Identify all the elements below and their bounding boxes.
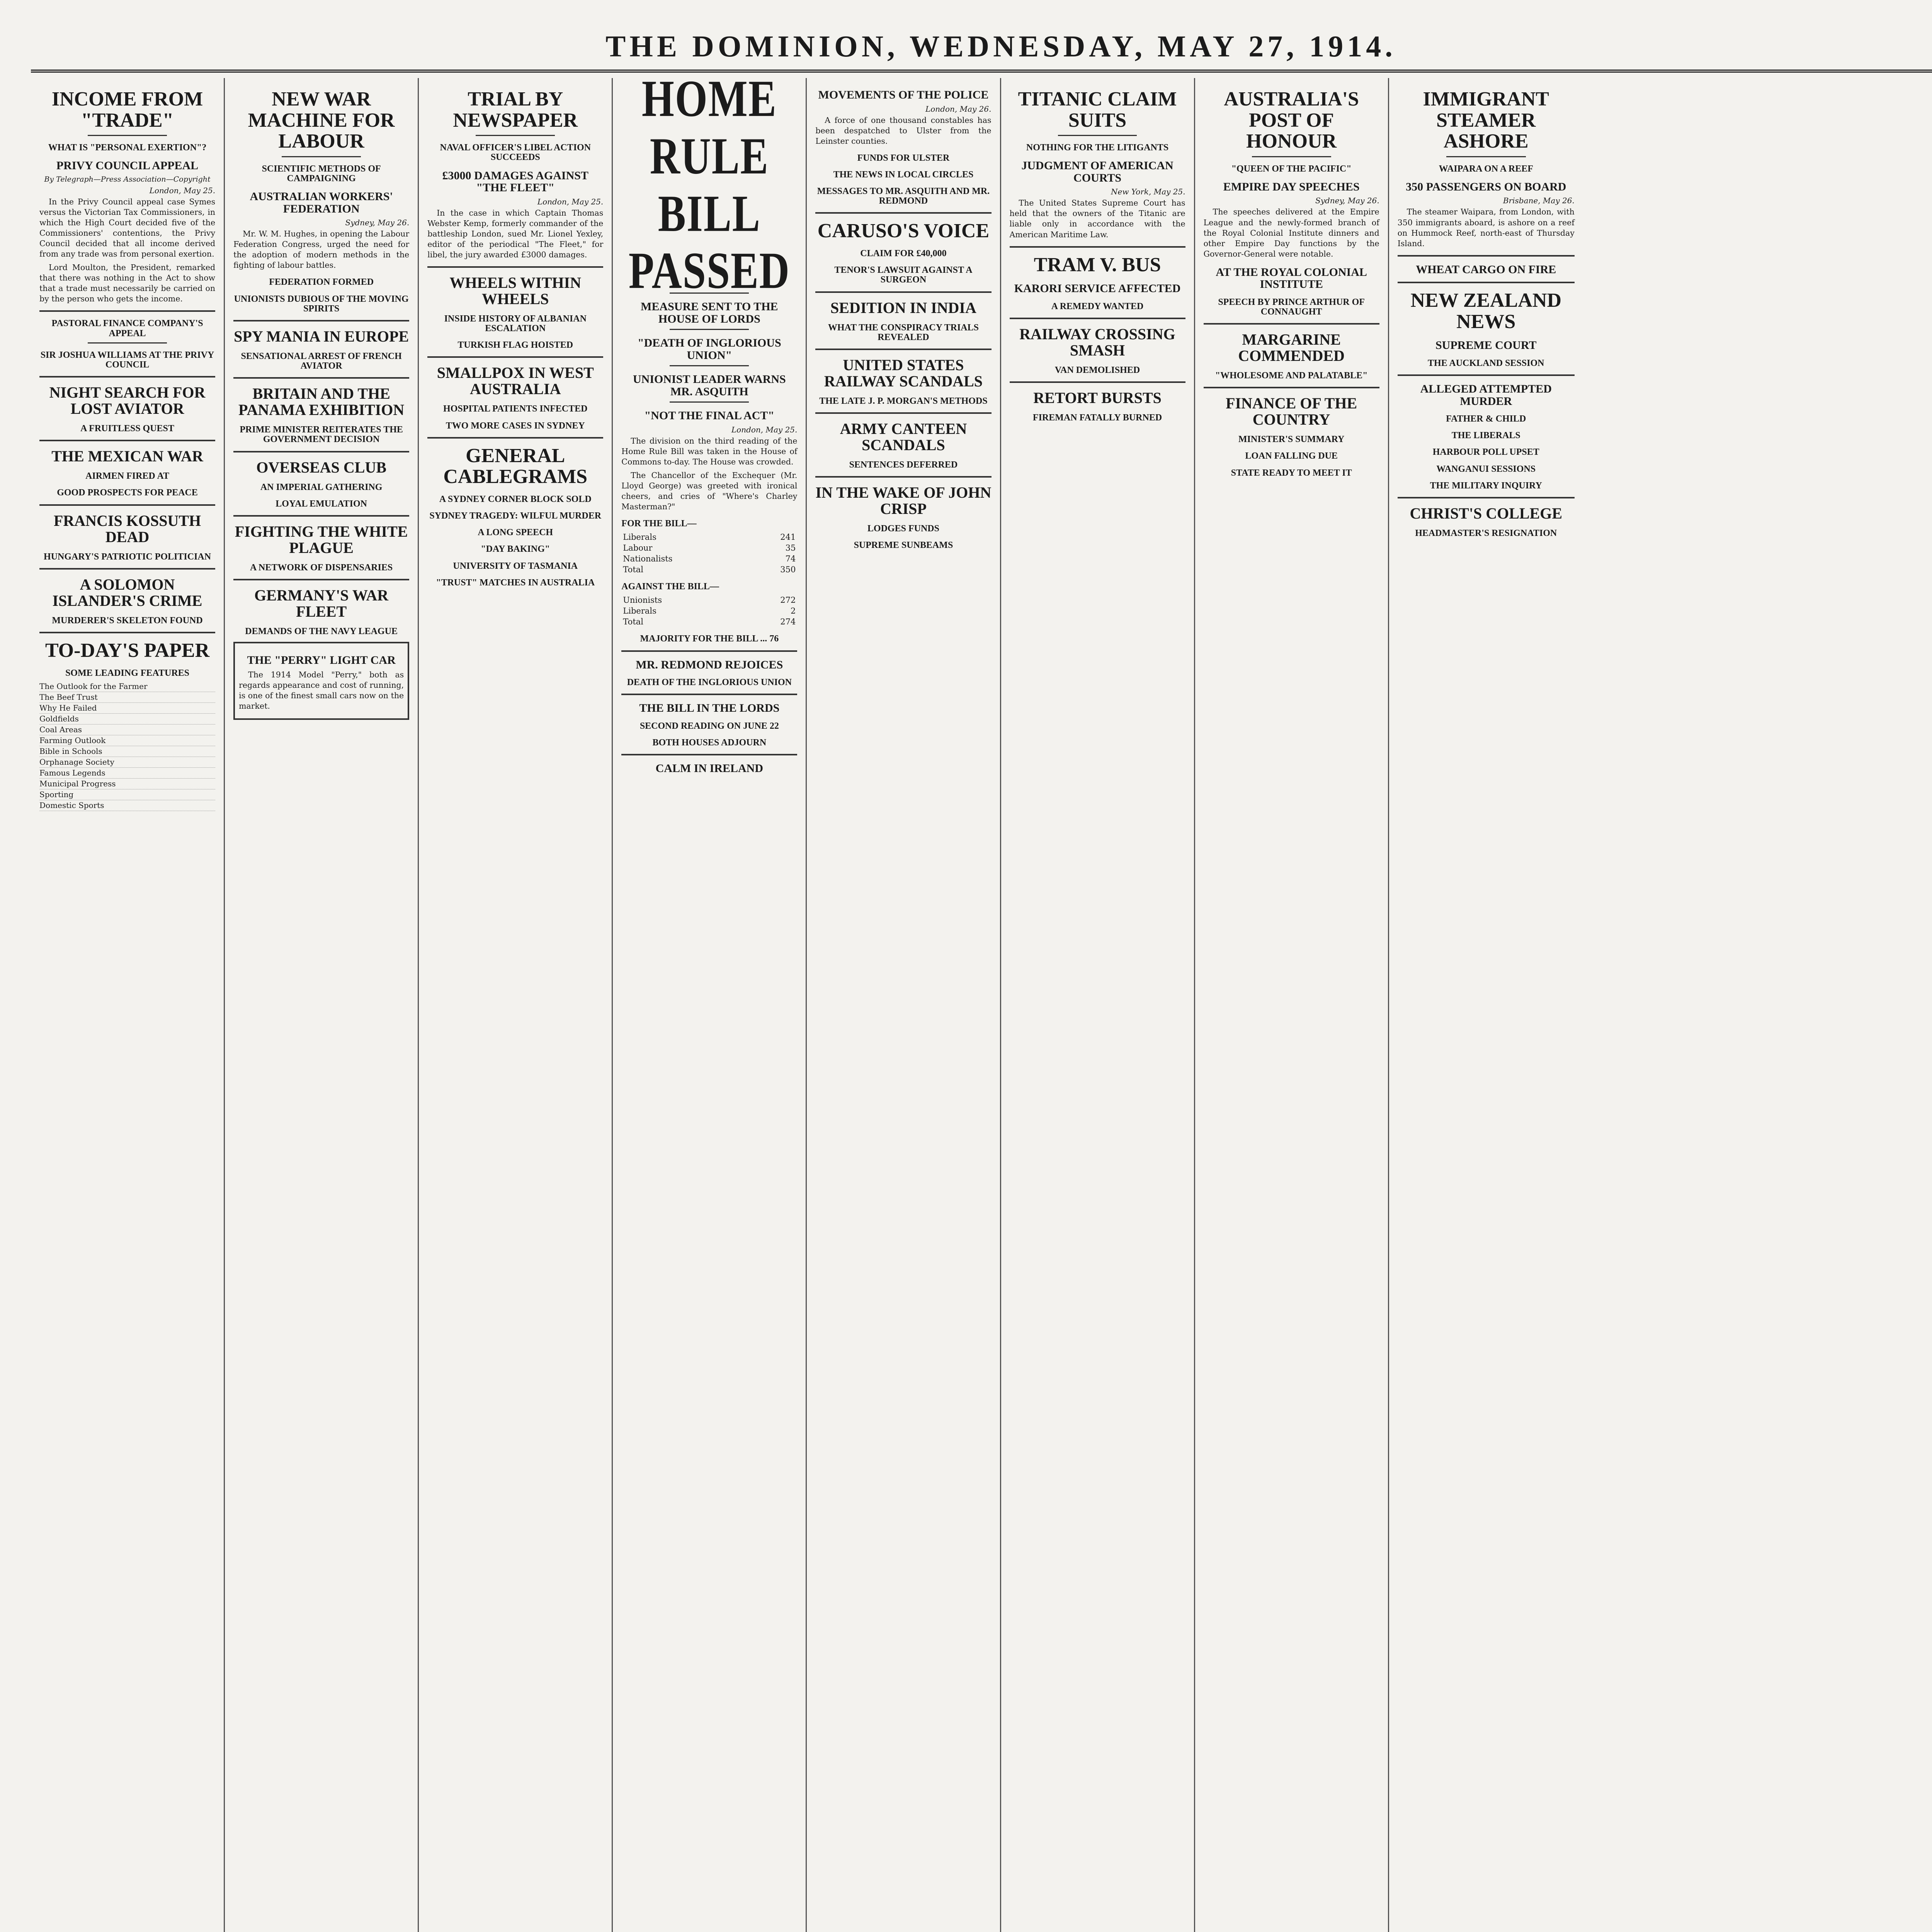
subheadline: SECOND READING ON JUNE 22: [639, 721, 779, 731]
subheadline: WAIPARA ON A REEF: [1439, 163, 1533, 174]
headline: RETORT BURSTS: [1033, 389, 1162, 407]
dateline: Sydney, May 26.: [345, 218, 410, 228]
subheadline: LODGES FUNDS: [867, 524, 939, 534]
majority: MAJORITY FOR THE BILL ... 76: [640, 634, 779, 644]
subheadline: MURDERER'S SKELETON FOUND: [52, 615, 203, 626]
headline: SPY MANIA IN EUROPE: [234, 327, 409, 345]
vote-row: [621, 595, 797, 605]
feature-label: Domestic Sports: [39, 800, 104, 810]
feature-label: Bible in Schools: [39, 746, 102, 756]
headline: SEDITION IN INDIA: [830, 299, 976, 316]
subheadline: A SYDNEY CORNER BLOCK SOLD: [439, 494, 592, 504]
subheadline: FEDERATION FORMED: [269, 277, 374, 287]
headline: INCOME FROM "TRADE": [51, 88, 203, 131]
dateline: London, May 25.: [149, 185, 216, 195]
dateline: Sydney, May 26.: [1315, 196, 1379, 206]
article-paragraph: In the Privy Council appeal case Symes versus the Victorian Tax Commissioners, in which the High Court decided five of the Commissioners' contentions, the Privy Council decided that all income derived from any trade was from personal exertion.: [39, 197, 216, 259]
subheadline: AUSTRALIAN WORKERS' FEDERATION: [250, 190, 393, 215]
headline: GERMANY'S WAR FLEET: [254, 587, 389, 621]
subheadline: TURKISH FLAG HOISTED: [457, 340, 573, 350]
subheadline: "TRUST" MATCHES IN AUSTRALIA: [436, 577, 595, 588]
column-7: [1195, 78, 1389, 1932]
headline: CARUSO'S VOICE: [817, 220, 990, 242]
headline: TRAM V. BUS: [1034, 253, 1161, 276]
subheadline: A NETWORK OF DISPENSARIES: [250, 563, 393, 573]
subheadline: SUPREME SUNBEAMS: [854, 540, 953, 551]
vote-party: Nationalists: [623, 554, 673, 564]
subheadline: FIREMAN FATALLY BURNED: [1032, 413, 1162, 423]
vote-count: 272: [780, 595, 796, 605]
feature-item: [39, 692, 215, 703]
subheadline: PRIME MINISTER REITERATES THE GOVERNMENT DECISION: [240, 425, 403, 445]
votes-for-table: [621, 532, 797, 575]
feature-label: Farming Outlook: [39, 735, 106, 745]
subheadline: HOSPITAL PATIENTS INFECTED: [443, 404, 588, 414]
subheadline: FUNDS FOR ULSTER: [857, 153, 950, 163]
subheadline: JUDGMENT OF AMERICAN COURTS: [1021, 159, 1173, 184]
subheadline: FATHER & CHILD: [1446, 414, 1526, 424]
subheadline: PRIVY COUNCIL APPEAL: [56, 159, 199, 172]
headline: FIGHTING THE WHITE PLAGUE: [235, 523, 408, 557]
subheadline: AIRMEN FIRED AT: [85, 471, 169, 481]
headline: OVERSEAS CLUB: [256, 458, 387, 476]
masthead: [31, 23, 1932, 73]
dateline: New York, May 25.: [1111, 187, 1185, 197]
subheadline: THE LIBERALS: [1451, 430, 1520, 441]
subheadline: WHAT THE CONSPIRACY TRIALS REVEALED: [828, 322, 979, 342]
dateline: London, May 25.: [731, 425, 798, 434]
headline: ALLEGED ATTEMPTED MURDER: [1420, 383, 1552, 408]
headline: WHEAT CARGO ON FIRE: [1416, 263, 1556, 276]
subheadline: AN IMPERIAL GATHERING: [260, 482, 383, 492]
subheadline: A REMEDY WANTED: [1051, 301, 1144, 311]
subheadline: HEADMASTER'S RESIGNATION: [1415, 528, 1557, 538]
headline: GENERAL CABLEGRAMS: [443, 444, 588, 488]
vote-row: [621, 543, 797, 553]
column-5: [807, 78, 1001, 1932]
subheadline: DEATH OF THE INGLORIOUS UNION: [627, 677, 792, 688]
article-paragraph: The United States Supreme Court has held that the owners of the Titanic are liable only in accordance with the American Maritime Law.: [1009, 198, 1185, 239]
subheadline: MEASURE SENT TO THE HOUSE OF LORDS: [641, 300, 778, 325]
vote-party: Unionists: [623, 595, 662, 605]
subheadline: SENSATIONAL ARREST OF FRENCH AVIATOR: [241, 351, 402, 371]
headline: SMALLPOX IN WEST AUSTRALIA: [437, 364, 594, 398]
subheadline: EMPIRE DAY SPEECHES: [1223, 180, 1360, 193]
feature-label: Why He Failed: [39, 703, 97, 713]
subheadline: INSIDE HISTORY OF ALBANIAN ESCALATION: [444, 313, 587, 333]
feature-item: [39, 779, 215, 789]
subheadline: "QUEEN OF THE PACIFIC": [1231, 163, 1352, 174]
vote-count: 2: [791, 606, 796, 616]
subheadline: SCIENTIFIC METHODS OF CAMPAIGNING: [262, 163, 381, 184]
subheadline: DEMANDS OF THE NAVY LEAGUE: [245, 626, 398, 637]
feature-item: [39, 724, 215, 735]
votes-for-title: FOR THE BILL—: [621, 519, 697, 529]
subheadline: SENTENCES DEFERRED: [849, 460, 958, 470]
subheadline: WHAT IS "PERSONAL EXERTION"?: [48, 143, 207, 153]
subheadline: MESSAGES TO MR. ASQUITH AND MR. REDMOND: [817, 186, 990, 206]
headline: UNITED STATES RAILWAY SCANDALS: [824, 356, 983, 390]
subheadline: HARBOUR POLL UPSET: [1432, 447, 1539, 457]
headline: WHEELS WITHIN WHEELS: [449, 274, 581, 308]
headline: MARGARINE COMMENDED: [1238, 331, 1345, 365]
headline: THE MEXICAN WAR: [51, 447, 203, 465]
column-4: [613, 78, 807, 1932]
votes-against-table: [621, 595, 797, 627]
vote-row: [621, 605, 797, 616]
vote-row: [621, 616, 797, 627]
headline: MOVEMENTS OF THE POLICE: [818, 88, 989, 101]
subheadline: MINISTER'S SUMMARY: [1238, 434, 1345, 445]
article-paragraph: The Chancellor of the Exchequer (Mr. Lloyd George) was greeted with ironical cheers, and cries of "Where's Charley Masterman?": [621, 470, 798, 511]
ad-title: THE "PERRY" LIGHT CAR: [247, 654, 396, 667]
article-paragraph: Lord Moulton, the President, remarked that there was nothing in the Act to show that a trade must necessarily be carried on by the person who gets the income.: [39, 263, 216, 304]
feature-item: [39, 735, 215, 746]
feature-label: Orphanage Society: [39, 757, 114, 767]
subheadline: GOOD PROSPECTS FOR PEACE: [57, 488, 198, 498]
subheadline: UNIVERSITY OF TASMANIA: [453, 561, 578, 571]
subheadline: SPEECH BY PRINCE ARTHUR OF CONNAUGHT: [1218, 297, 1365, 317]
column-8: [1389, 78, 1583, 1932]
subheadline: "NOT THE FINAL ACT": [644, 409, 775, 422]
subheadline: NAVAL OFFICER'S LIBEL ACTION SUCCEEDS: [440, 143, 591, 163]
headline: FRANCIS KOSSUTH DEAD: [53, 512, 201, 546]
subheadline: THE NEWS IN LOCAL CIRCLES: [833, 169, 974, 180]
main-headline: HOME RULE BILL PASSED: [628, 78, 790, 300]
headline: BRITAIN AND THE PANAMA EXHIBITION: [238, 385, 405, 419]
feature-label: Sporting: [39, 789, 74, 799]
headline: A SOLOMON ISLANDER'S CRIME: [52, 575, 202, 609]
feature-label: The Beef Trust: [39, 692, 98, 702]
feature-label: The Outlook for the Farmer: [39, 681, 148, 691]
headline: IN THE WAKE OF JOHN CRISP: [815, 484, 992, 518]
feature-label: Coal Areas: [39, 724, 82, 734]
vote-count: 274: [780, 617, 796, 627]
feature-item: [39, 800, 215, 811]
subheadline: BOTH HOUSES ADJOURN: [652, 737, 767, 748]
newspaper-title: THE DOMINION, WEDNESDAY, MAY 27, 1914.: [605, 29, 1396, 63]
article-paragraph: The steamer Waipara, from London, with 350 immigrants aboard, is ashore on a reef on Hummock Reef, north-east of Thursday Island.: [1397, 207, 1575, 248]
subheadline: SOME LEADING FEATURES: [65, 668, 190, 678]
feature-label: Famous Legends: [39, 768, 105, 777]
subheadline: "DAY BAKING": [481, 544, 550, 554]
vote-count: 350: [780, 565, 796, 575]
subheadline: UNIONIST LEADER WARNS MR. ASQUITH: [633, 373, 786, 398]
feature-item: [39, 703, 215, 714]
subheadline: STATE READY TO MEET IT: [1231, 468, 1352, 478]
subheadline: "DEATH OF INGLORIOUS UNION": [637, 337, 781, 362]
subheadline: LOAN FALLING DUE: [1245, 451, 1338, 461]
vote-party: Labour: [623, 543, 653, 553]
feature-label: Goldfields: [39, 714, 79, 723]
headline: NEW ZEALAND NEWS: [1410, 289, 1562, 333]
subheadline: WANGANUI SESSIONS: [1436, 464, 1536, 474]
dateline: London, May 25.: [537, 197, 604, 206]
vote-count: 74: [785, 554, 796, 564]
headline: NEW WAR MACHINE FOR LABOUR: [248, 88, 395, 153]
subheadline: A LONG SPEECH: [478, 527, 553, 538]
subheadline: KARORI SERVICE AFFECTED: [1014, 282, 1181, 295]
headline: THE BILL IN THE LORDS: [639, 702, 780, 715]
article-paragraph: The speeches delivered at the Empire League and the newly-formed branch of the Royal Colonial Institute dinners and other Empire Day functions by the Governor-General were notable.: [1203, 207, 1379, 259]
column-3: [419, 78, 613, 1932]
vote-party: Total: [623, 565, 643, 575]
feature-label: Municipal Progress: [39, 779, 116, 788]
headline: AUSTRALIA'S POST OF HONOUR: [1224, 88, 1359, 153]
feature-item: [39, 746, 215, 757]
feature-item: [39, 681, 215, 692]
features-list: [39, 681, 215, 811]
article-paragraph: In the case in which Captain Thomas Webster Kemp, formerly commander of the battleship London, sued Mr. Lionel Yexley, editor of the periodical "The Fleet," for libel, the jury awarded £3000 damages.: [427, 208, 604, 259]
column-1: [31, 78, 225, 1932]
headline: CALM IN IRELAND: [655, 762, 764, 775]
subheadline: 350 PASSENGERS ON BOARD: [1406, 180, 1566, 193]
subheadline: TENOR'S LAWSUIT AGAINST A SURGEON: [834, 265, 973, 285]
vote-row: [621, 564, 797, 575]
headline: NIGHT SEARCH FOR LOST AVIATOR: [49, 384, 206, 418]
columns: [31, 78, 1932, 1932]
subheadline: THE LATE J. P. MORGAN'S METHODS: [819, 396, 988, 406]
feature-item: [39, 789, 215, 800]
subheadline: HUNGARY'S PATRIOTIC POLITICIAN: [44, 551, 211, 562]
subheadline: UNIONISTS DUBIOUS OF THE MOVING SPIRITS: [234, 294, 409, 314]
dateline: Brisbane, May 26.: [1503, 196, 1575, 206]
subheadline: VAN DEMOLISHED: [1054, 365, 1140, 375]
subheadline: SUPREME COURT: [1435, 339, 1537, 352]
headline: TO-DAY'S PAPER: [45, 639, 210, 662]
subheadline: TWO MORE CASES IN SYDNEY: [446, 420, 585, 431]
ad-text: The 1914 Model "Perry," both as regards appearance and cost of running, is one of the finest small cars now on the market.: [239, 670, 404, 711]
subheadline: £3000 DAMAGES AGAINST "THE FLEET": [442, 169, 588, 194]
page-number: [1925, 32, 1932, 61]
vote-party: Total: [623, 617, 643, 627]
subheadline: THE AUCKLAND SESSION: [1428, 358, 1544, 368]
article-paragraph: The division on the third reading of the Home Rule Bill was taken in the House of Commons to-day. The House was crowded.: [621, 436, 798, 466]
byline: By Telegraph—Press Association—Copyright: [44, 175, 211, 184]
headline: TRIAL BY NEWSPAPER: [453, 88, 578, 131]
votes-against-title: AGAINST THE BILL—: [621, 582, 719, 592]
headline: SIR JOSHUA WILLIAMS AT THE PRIVY COUNCIL: [40, 350, 214, 370]
feature-item: [39, 768, 215, 779]
subheadline: THE MILITARY INQUIRY: [1430, 480, 1542, 491]
subheadline: SYDNEY TRAGEDY: WILFUL MURDER: [429, 511, 602, 521]
vote-party: Liberals: [623, 532, 656, 542]
advertisement: [233, 642, 409, 720]
subheadline: CLAIM FOR £40,000: [860, 248, 947, 259]
column-6: [1001, 78, 1195, 1932]
subheadline: LOYAL EMULATION: [276, 498, 367, 509]
vote-count: 241: [780, 532, 796, 542]
subheadline: "WHOLESOME AND PALATABLE": [1215, 371, 1368, 381]
article-paragraph: Mr. W. M. Hughes, in opening the Labour Federation Congress, urged the need for the adoption of modern methods in the fighting of labour battles.: [233, 229, 410, 270]
headline: PASTORAL FINANCE COMPANY'S APPEAL: [51, 318, 203, 338]
vote-row: [621, 553, 797, 564]
column-2: [225, 78, 419, 1932]
headline: FINANCE OF THE COUNTRY: [1226, 395, 1357, 429]
feature-item: [39, 714, 215, 724]
dateline: London, May 26.: [925, 104, 992, 114]
vote-row: [621, 532, 797, 543]
vote-count: 35: [785, 543, 796, 553]
headline: CHRIST'S COLLEGE: [1410, 504, 1563, 522]
article-paragraph: A force of one thousand constables has been despatched to Ulster from the Leinster counties.: [815, 115, 992, 146]
headline: TITANIC CLAIM SUITS: [1018, 88, 1177, 131]
headline: IMMIGRANT STEAMER ASHORE: [1423, 88, 1549, 153]
subheadline: A FRUITLESS QUEST: [80, 423, 174, 434]
feature-item: [39, 757, 215, 768]
subheadline: NOTHING FOR THE LITIGANTS: [1026, 143, 1169, 153]
headline: RAILWAY CROSSING SMASH: [1019, 325, 1175, 359]
subheadline: AT THE ROYAL COLONIAL INSTITUTE: [1216, 265, 1367, 291]
headline: MR. REDMOND REJOICES: [636, 658, 783, 671]
vote-party: Liberals: [623, 606, 656, 616]
headline: ARMY CANTEEN SCANDALS: [840, 420, 967, 454]
